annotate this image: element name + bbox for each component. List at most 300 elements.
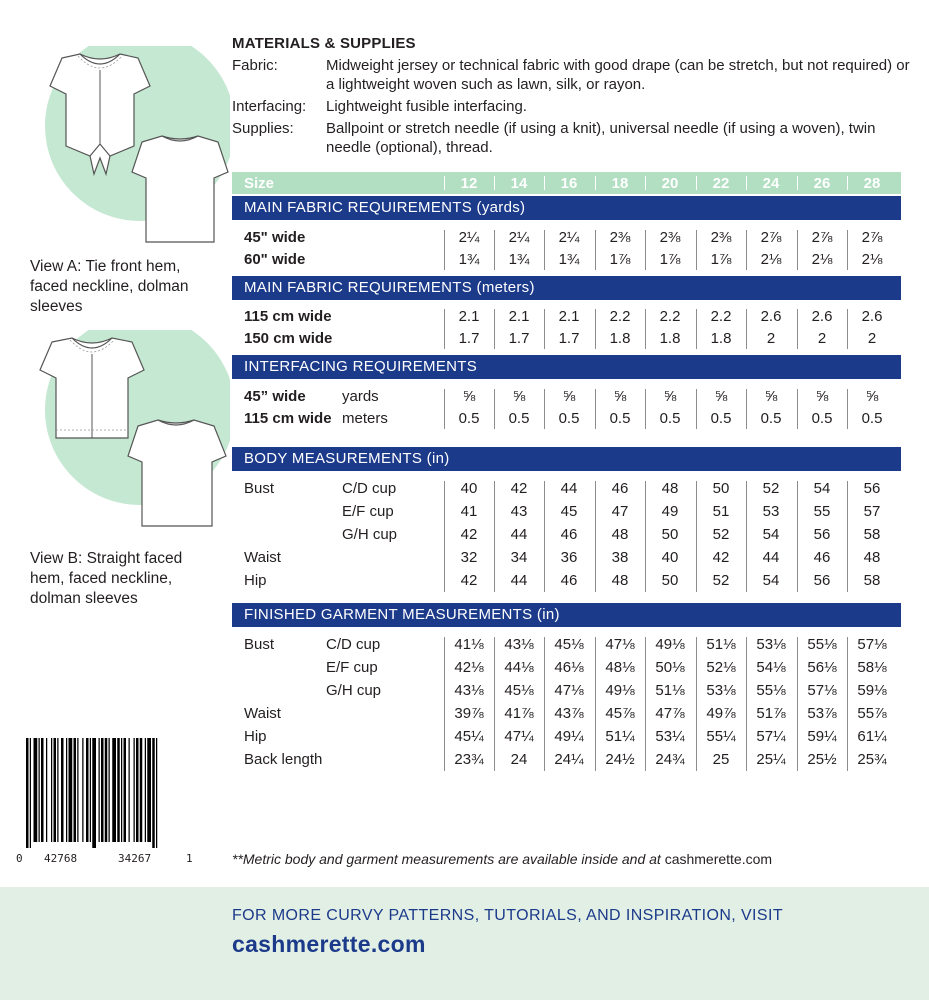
- interfacing-row-sublabel: yards: [342, 388, 379, 405]
- barcode-bar: [117, 738, 120, 842]
- barcode-bar: [86, 738, 89, 842]
- interfacing-column-separator: [696, 389, 697, 429]
- barcode-bar: [156, 738, 157, 848]
- interfacing-header: [232, 355, 901, 379]
- barcode-bar: [124, 738, 127, 842]
- barcode-bar: [69, 738, 73, 842]
- main-fabric-meters-cell: 2.6: [811, 308, 833, 325]
- finished-measurements-cell: 47⅞: [655, 705, 685, 722]
- interfacing-cell: 0.5: [659, 410, 681, 427]
- main-fabric-meters-column-separator: [696, 309, 697, 349]
- body-measurements-cell: 44: [510, 572, 528, 589]
- finished-measurements-column-separator: [544, 637, 545, 771]
- barcode-bar: [152, 738, 155, 848]
- barcode-digit-4: 1: [186, 852, 193, 865]
- view-a-caption: View A: Tie front hem, faced neckline, dolman sleeves: [30, 258, 189, 315]
- finished-measurements-cell: 57⅛: [857, 636, 887, 653]
- main-fabric-meters-cell: 2.2: [659, 308, 681, 325]
- finished-measurements-row: [232, 749, 901, 771]
- barcode-bar: [41, 738, 44, 842]
- finished-measurements-cell: 42⅛: [454, 659, 484, 676]
- barcode-bar: [121, 738, 122, 842]
- barcode-bar: [136, 738, 139, 842]
- body-measurements-cell: 48: [611, 526, 629, 543]
- interfacing-cell: 0.5: [760, 410, 782, 427]
- finished-measurements-cell: 24¼: [554, 751, 584, 768]
- barcode-bar: [145, 738, 146, 842]
- main-fabric-yards-cell: 2¼: [558, 229, 580, 246]
- interfacing-cell: 0.5: [811, 410, 833, 427]
- finished-measurements-column-separator: [746, 637, 747, 771]
- body-measurements-cell: 38: [611, 549, 629, 566]
- main-fabric-yards-column-separator: [746, 230, 747, 270]
- size-header-cell: 16: [560, 175, 578, 192]
- finished-measurements-cell: 25¾: [857, 751, 887, 768]
- main-fabric-yards-header: [232, 196, 901, 220]
- footnote-link[interactable]: cashmerette.com: [664, 851, 773, 867]
- finished-measurements-cell: 44⅛: [504, 659, 534, 676]
- finished-measurements-cell: 51¼: [605, 728, 635, 745]
- finished-measurements-cell: 58⅛: [857, 659, 887, 676]
- finished-measurements-cell: 51⅛: [706, 636, 736, 653]
- body-measurements-row-sublabel: E/F cup: [342, 503, 394, 520]
- finished-measurements-cell: 57⅛: [807, 682, 837, 699]
- main-fabric-yards-column-separator: [797, 230, 798, 270]
- interfacing-row: [232, 408, 901, 430]
- barcode-bar: [26, 738, 29, 848]
- body-measurements-cell: 56: [813, 572, 831, 589]
- finished-measurements-row: [232, 703, 901, 725]
- body-measurements-row-label: Waist: [244, 549, 281, 566]
- interfacing-column-separator: [544, 389, 545, 429]
- main-fabric-yards-row-label: 45" wide: [244, 229, 306, 246]
- barcode-bar: [34, 738, 38, 842]
- barcode-bar: [66, 738, 67, 842]
- interfacing-row: [232, 386, 901, 408]
- interfacing-row-sublabel: meters: [342, 410, 388, 427]
- finished-measurements-cell: 47⅛: [605, 636, 635, 653]
- finished-measurements-column-separator: [645, 637, 646, 771]
- footer-website-link[interactable]: cashmerette.com: [232, 931, 426, 957]
- main-fabric-meters-cell: 2: [817, 330, 827, 347]
- main-fabric-meters-column-separator: [494, 309, 495, 349]
- main-fabric-meters-cell: 2.2: [609, 308, 631, 325]
- finished-measurements-cell: 41⅛: [454, 636, 484, 653]
- interfacing-column-separator: [746, 389, 747, 429]
- body-measurements-cell: 56: [863, 480, 881, 497]
- finished-measurements-cell: 46⅛: [554, 659, 584, 676]
- finished-measurements-row: [232, 634, 901, 656]
- finished-measurements-row: [232, 726, 901, 748]
- barcode-bar: [77, 738, 78, 842]
- body-measurements-title: BODY MEASUREMENTS: [244, 450, 423, 467]
- interfacing-column-separator: [444, 389, 445, 429]
- body-measurements-cell: 52: [712, 526, 730, 543]
- materials-heading: MATERIALS & SUPPLIES: [232, 35, 416, 52]
- finished-measurements-cell: 49⅞: [706, 705, 736, 722]
- finished-measurements-cell: 51⅛: [655, 682, 685, 699]
- body-measurements-cell: 47: [611, 503, 629, 520]
- main-fabric-meters-cell: 2.2: [710, 308, 732, 325]
- main-fabric-yards-cell: 1¾: [558, 251, 580, 268]
- finished-measurements-cell: 48⅛: [605, 659, 635, 676]
- finished-measurements-cell: 55⅛: [756, 682, 786, 699]
- main-fabric-yards-row: [232, 249, 901, 271]
- footer-banner: [0, 887, 929, 1000]
- finished-measurements-cell: 47⅛: [554, 682, 584, 699]
- body-measurements-row-label: Bust: [244, 480, 275, 497]
- body-measurements-cell: 36: [560, 549, 578, 566]
- main-fabric-meters-cell: 1.8: [659, 330, 681, 347]
- view-a-illustration: [30, 46, 230, 246]
- body-measurements-cell: 48: [863, 549, 881, 566]
- body-measurements-column-separator: [595, 481, 596, 592]
- barcode-bar: [99, 738, 100, 842]
- main-fabric-meters-column-separator: [645, 309, 646, 349]
- finished-measurements-cell: 55⅞: [857, 705, 887, 722]
- main-fabric-yards-row: [232, 227, 901, 249]
- finished-measurements-cell: 50⅛: [655, 659, 685, 676]
- barcode-bar: [51, 738, 52, 842]
- body-measurements-cell: 44: [560, 480, 578, 497]
- finished-measurements-cell: 24¾: [655, 751, 685, 768]
- finished-measurements-cell: 53⅛: [706, 682, 736, 699]
- barcode-digit-1: 0: [16, 852, 23, 865]
- body-measurements-cell: 42: [460, 572, 478, 589]
- finished-measurements-cell: 45¼: [454, 728, 484, 745]
- body-measurements-cell: 46: [611, 480, 629, 497]
- body-measurements-row-label: Hip: [244, 572, 267, 589]
- main-fabric-meters-row-label: 150 cm wide: [244, 330, 333, 347]
- main-fabric-yards-column-separator: [444, 230, 445, 270]
- barcode-bar: [46, 738, 47, 842]
- interfacing-cell: ⅝: [764, 388, 778, 405]
- main-fabric-meters-column-separator: [746, 309, 747, 349]
- finished-measurements-header: [232, 603, 901, 627]
- main-fabric-yards-row-label: 60" wide: [244, 251, 306, 268]
- main-fabric-meters-row-label: 115 cm wide: [244, 308, 332, 325]
- finished-measurements-cell: 43⅛: [504, 636, 534, 653]
- main-fabric-yards-column-separator: [847, 230, 848, 270]
- body-measurements-cell: 48: [661, 480, 679, 497]
- main-fabric-meters-cell: 2: [867, 330, 877, 347]
- finished-measurements-row-label: Bust: [244, 636, 275, 653]
- body-measurements-header: [232, 447, 901, 471]
- size-header-separator: [797, 176, 798, 190]
- body-measurements-cell: 43: [510, 503, 528, 520]
- size-header-cell: 28: [863, 175, 881, 192]
- body-measurements-cell: 46: [813, 549, 831, 566]
- body-measurements-cell: 57: [863, 503, 881, 520]
- interfacing-column-separator: [494, 389, 495, 429]
- finished-measurements-cell: 43⅞: [554, 705, 584, 722]
- body-measurements-column-separator: [847, 481, 848, 592]
- view-b-back-top: [128, 420, 226, 526]
- materials-section: [232, 34, 912, 160]
- finished-measurements-cell: 55⅛: [807, 636, 837, 653]
- interfacing-cell: ⅝: [815, 388, 829, 405]
- body-measurements-column-separator: [444, 481, 445, 592]
- size-header-cell: 26: [813, 175, 831, 192]
- main-fabric-yards-column-separator: [696, 230, 697, 270]
- barcode-bar: [30, 738, 31, 848]
- interfacing-title: INTERFACING REQUIREMENTS: [244, 358, 478, 375]
- finished-measurements-row-label: Hip: [244, 728, 267, 745]
- main-fabric-meters-cell: 2.6: [861, 308, 883, 325]
- main-fabric-meters-column-separator: [797, 309, 798, 349]
- body-measurements-cell: 55: [813, 503, 831, 520]
- main-fabric-yards-cell: 2¼: [458, 229, 480, 246]
- finished-measurements-cell: 45⅞: [605, 705, 635, 722]
- body-measurements-cell: 54: [762, 572, 780, 589]
- body-measurements-column-separator: [645, 481, 646, 592]
- main-fabric-yards-cell: 2⅞: [861, 229, 883, 246]
- body-measurements-cell: 44: [762, 549, 780, 566]
- finished-measurements-cell: 39⅞: [454, 705, 484, 722]
- main-fabric-meters-cell: 1.7: [558, 330, 580, 347]
- main-fabric-meters-cell: 1.8: [710, 330, 732, 347]
- barcode-bar: [90, 738, 91, 842]
- body-measurements-cell: 50: [661, 572, 679, 589]
- finished-measurements-title: FINISHED GARMENT MEASUREMENTS: [244, 606, 533, 623]
- body-measurements-row-sublabel: G/H cup: [342, 526, 398, 543]
- main-fabric-meters-cell: 1.7: [508, 330, 530, 347]
- main-fabric-meters-cell: 2.6: [760, 308, 782, 325]
- finished-measurements-column-separator: [847, 637, 848, 771]
- main-fabric-yards-unit: (yards): [476, 199, 526, 216]
- main-fabric-yards-cell: 2⅜: [659, 229, 681, 246]
- finished-measurements-cell: 51⅞: [756, 705, 786, 722]
- main-fabric-meters-row: [232, 306, 901, 328]
- body-measurements-cell: 50: [712, 480, 730, 497]
- main-fabric-meters-cell: 1.7: [458, 330, 480, 347]
- finished-measurements-cell: 56⅛: [807, 659, 837, 676]
- body-measurements-cell: 42: [510, 480, 528, 497]
- body-measurements-row: [232, 570, 901, 592]
- finished-measurements-cell: 59¼: [807, 728, 837, 745]
- main-fabric-yards-cell: 2⅛: [861, 251, 883, 268]
- finished-measurements-cell: 59⅛: [857, 682, 887, 699]
- main-fabric-meters-column-separator: [595, 309, 596, 349]
- main-fabric-meters-column-separator: [544, 309, 545, 349]
- footnote: **Metric body and garment measurements are available inside and at cashmerette.com: [232, 851, 773, 867]
- barcode-bar: [105, 738, 108, 842]
- body-measurements-row: [232, 547, 901, 569]
- body-measurements-unit: (in): [426, 450, 450, 467]
- body-measurements-column-separator: [746, 481, 747, 592]
- finished-measurements-cell: 25¼: [756, 751, 786, 768]
- interfacing-cell: ⅝: [865, 388, 879, 405]
- interfacing-cell: ⅝: [462, 388, 476, 405]
- body-measurements-column-separator: [696, 481, 697, 592]
- barcode-digits-3: 34267: [118, 852, 152, 865]
- interfacing-column-separator: [645, 389, 646, 429]
- finished-measurements-row: [232, 680, 901, 702]
- finished-measurements-column-separator: [595, 637, 596, 771]
- barcode-bar: [82, 738, 83, 842]
- finished-measurements-cell: 43⅛: [454, 682, 484, 699]
- barcode-bar: [109, 738, 110, 842]
- finished-measurements-cell: 24½: [605, 751, 635, 768]
- body-measurements-row: [232, 478, 901, 500]
- size-label: Size: [244, 175, 275, 192]
- interfacing-cell: 0.5: [861, 410, 883, 427]
- size-header-separator: [746, 176, 747, 190]
- barcode-bar: [92, 738, 96, 848]
- materials-row-interfacing: Interfacing: Lightweight fusible interfacing.: [232, 98, 527, 115]
- main-fabric-meters-title: MAIN FABRIC REQUIREMENTS: [244, 279, 473, 296]
- finished-measurements-cell: 25: [712, 751, 730, 768]
- size-header-separator: [595, 176, 596, 190]
- main-fabric-yards-column-separator: [595, 230, 596, 270]
- finished-measurements-cell: 24: [510, 751, 528, 768]
- body-measurements-cell: 54: [762, 526, 780, 543]
- finished-measurements-cell: 53⅞: [807, 705, 837, 722]
- barcode-bar: [112, 738, 116, 842]
- body-measurements-cell: 50: [661, 526, 679, 543]
- finished-measurements-row-sublabel: E/F cup: [326, 659, 378, 676]
- barcode-graphic: [26, 738, 194, 848]
- body-measurements-cell: 52: [762, 480, 780, 497]
- finished-measurements-row: [232, 657, 901, 679]
- finished-measurements-column-separator: [696, 637, 697, 771]
- finished-measurements-cell: 45⅛: [554, 636, 584, 653]
- interfacing-column-separator: [797, 389, 798, 429]
- size-header-bar: [232, 172, 901, 194]
- size-header-cell: 24: [762, 175, 780, 192]
- interfacing-row-label: 45” wide: [244, 388, 306, 405]
- barcode-bar: [74, 738, 77, 842]
- interfacing-cell: ⅝: [512, 388, 526, 405]
- main-fabric-yards-cell: 2⅜: [609, 229, 631, 246]
- finished-measurements-row-label: Waist: [244, 705, 281, 722]
- main-fabric-yards-cell: 2⅞: [811, 229, 833, 246]
- finished-measurements-cell: 57¼: [756, 728, 786, 745]
- finished-measurements-cell: 49¼: [554, 728, 584, 745]
- body-measurements-cell: 40: [661, 549, 679, 566]
- barcode-bar: [54, 738, 57, 842]
- body-measurements-row: [232, 501, 901, 523]
- interfacing-row-label: 115 cm wide: [244, 410, 332, 427]
- finished-measurements-cell: 53¼: [655, 728, 685, 745]
- interfacing-cell: ⅝: [663, 388, 677, 405]
- finished-measurements-cell: 52⅛: [706, 659, 736, 676]
- main-fabric-yards-cell: 1⅞: [609, 251, 631, 268]
- finished-measurements-column-separator: [494, 637, 495, 771]
- body-measurements-cell: 32: [460, 549, 478, 566]
- body-measurements-cell: 42: [460, 526, 478, 543]
- finished-measurements-cell: 55¼: [706, 728, 736, 745]
- finished-measurements-cell: 41⅞: [504, 705, 534, 722]
- materials-row-fabric: Fabric: Midweight jersey or technical fabric with good drape (can be stretch, but not required) or a lightweight woven such as lawn, silk, or rayon.: [232, 57, 910, 93]
- main-fabric-meters-column-separator: [847, 309, 848, 349]
- main-fabric-meters-cell: 2.1: [558, 308, 580, 325]
- body-measurements-cell: 49: [661, 503, 679, 520]
- main-fabric-yards-cell: 1¾: [508, 251, 530, 268]
- body-measurements-cell: 56: [813, 526, 831, 543]
- main-fabric-yards-cell: 1¾: [458, 251, 480, 268]
- body-measurements-cell: 45: [560, 503, 578, 520]
- main-fabric-yards-cell: 1⅞: [710, 251, 732, 268]
- main-fabric-meters-row: [232, 328, 901, 350]
- barcode-bar: [129, 738, 130, 842]
- interfacing-column-separator: [595, 389, 596, 429]
- main-fabric-yards-cell: 2⅜: [710, 229, 732, 246]
- finished-measurements-cell: 47¼: [504, 728, 534, 745]
- body-measurements-cell: 34: [510, 549, 528, 566]
- finished-measurements-row-sublabel: G/H cup: [326, 682, 382, 699]
- view-a-back-top: [132, 136, 228, 242]
- body-measurements-column-separator: [544, 481, 545, 592]
- body-measurements-column-separator: [797, 481, 798, 592]
- view-b-illustration: [30, 330, 230, 530]
- main-fabric-yards-column-separator: [645, 230, 646, 270]
- finished-measurements-cell: 61¼: [857, 728, 887, 745]
- main-fabric-yards-cell: 2⅞: [760, 229, 782, 246]
- finished-measurements-cell: 54⅛: [756, 659, 786, 676]
- size-header-separator: [444, 176, 445, 190]
- body-measurements-cell: 58: [863, 526, 881, 543]
- main-fabric-yards-title: MAIN FABRIC REQUIREMENTS: [244, 199, 473, 216]
- main-fabric-yards-column-separator: [544, 230, 545, 270]
- barcode-bar: [140, 738, 143, 842]
- body-measurements-cell: 40: [460, 480, 478, 497]
- body-measurements-cell: 54: [813, 480, 831, 497]
- body-measurements-cell: 44: [510, 526, 528, 543]
- main-fabric-yards-cell: 2¼: [508, 229, 530, 246]
- body-measurements-cell: 53: [762, 503, 780, 520]
- footer-tagline: FOR MORE CURVY PATTERNS, TUTORIALS, AND INSPIRATION, VISIT: [232, 907, 783, 924]
- view-b-caption: View B: Straight faced hem, faced neckline, dolman sleeves: [30, 550, 183, 607]
- interfacing-cell: ⅝: [562, 388, 576, 405]
- interfacing-cell: ⅝: [613, 388, 627, 405]
- finished-measurements-cell: 45⅛: [504, 682, 534, 699]
- body-measurements-cell: 52: [712, 572, 730, 589]
- main-fabric-meters-cell: 2: [766, 330, 776, 347]
- main-fabric-meters-unit: (meters): [476, 279, 535, 296]
- finished-measurements-unit: (in): [536, 606, 560, 623]
- body-measurements-cell: 51: [712, 503, 730, 520]
- barcode-digits-2: 42768: [44, 852, 78, 865]
- interfacing-cell: 0.5: [558, 410, 580, 427]
- main-fabric-meters-header: [232, 276, 901, 300]
- body-measurements-cell: 46: [560, 526, 578, 543]
- barcode-bar: [61, 738, 64, 842]
- finished-measurements-row-sublabel: C/D cup: [326, 636, 381, 653]
- interfacing-column-separator: [847, 389, 848, 429]
- body-measurements-cell: 46: [560, 572, 578, 589]
- interfacing-cell: 0.5: [609, 410, 631, 427]
- finished-measurements-cell: 49⅛: [605, 682, 635, 699]
- main-fabric-meters-column-separator: [444, 309, 445, 349]
- size-header-separator: [696, 176, 697, 190]
- body-measurements-cell: 58: [863, 572, 881, 589]
- body-measurements-cell: 48: [611, 572, 629, 589]
- interfacing-cell: 0.5: [508, 410, 530, 427]
- size-header-separator: [645, 176, 646, 190]
- main-fabric-yards-cell: 2⅛: [760, 251, 782, 268]
- size-header-separator: [494, 176, 495, 190]
- main-fabric-meters-cell: 1.8: [609, 330, 631, 347]
- interfacing-cell: ⅝: [714, 388, 728, 405]
- main-fabric-yards-column-separator: [494, 230, 495, 270]
- finished-measurements-cell: 49⅛: [655, 636, 685, 653]
- finished-measurements-column-separator: [444, 637, 445, 771]
- finished-measurements-cell: 25½: [807, 751, 837, 768]
- body-measurements-column-separator: [494, 481, 495, 592]
- interfacing-cell: 0.5: [458, 410, 480, 427]
- barcode-bar: [57, 738, 58, 842]
